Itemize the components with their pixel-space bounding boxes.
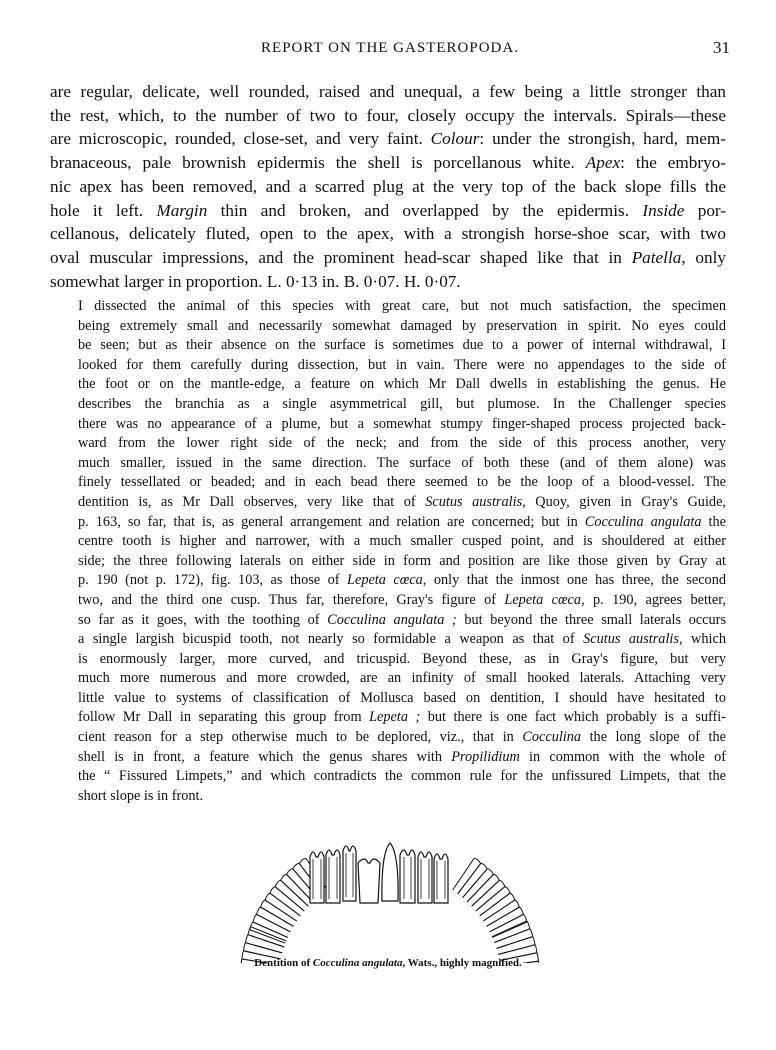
- text-line: centre tooth is higher and narrower, with a much smaller cusped point, and is shouldered at either: [78, 533, 726, 550]
- central-teeth: [310, 843, 448, 903]
- lateral-tooth: [270, 887, 304, 916]
- anatomy-paragraph: [50, 297, 726, 806]
- text-line: dentition is, as Mr Dall observes, very like that of Scutus australis, Quoy, given in Gray's Guide,: [78, 493, 726, 510]
- text-line: ward from the lower right side of the neck; and from the side of this process another, very: [78, 435, 726, 452]
- text-line: p. 163, so far, that is, as general arrangement and relation are concerned; but in Cocculina angulata the: [78, 513, 726, 530]
- text-line: branaceous, pale brownish epidermis the shell is porcellanous white. Apex: the embryo-: [50, 153, 727, 173]
- lateral-tooth: [480, 893, 515, 921]
- text-line: cellanous, delicately fluted, open to the apex, with a strongish horse-shoe scar, with two: [50, 224, 726, 244]
- text-line: shell is in front, a feature which the genus shares with Propilidium in common with the whole of: [78, 748, 726, 765]
- lateral-tooth: [490, 914, 527, 937]
- text-line: being extremely small and necessarily somewhat damaged by preservation in spirit. No eyes could: [78, 317, 726, 334]
- text-line: oval muscular impressions, and the prominent head-scar shaped like that in Patella, only: [50, 247, 726, 267]
- figure-caption: Dentition of Cocculina angulata, Wats., highly magnified.: [254, 957, 522, 969]
- text-line: is enormously larger, more curved, and tricuspid. Beyond these, as in Gray's figure, but very: [78, 650, 726, 667]
- lateral-tooth: [463, 869, 494, 902]
- text-line: cient reason for a step otherwise much to be deplored, viz., that in Cocculina the long slope of the: [78, 729, 726, 746]
- text-line: describes the branchia as a single asymmetrical gill, but plumose. In the Challenger species: [78, 395, 726, 412]
- lateral-tooth: [253, 914, 290, 937]
- text-line: much smaller, issued in the same direction. The surface of both these (and of them alone) was: [78, 454, 726, 471]
- lateral-tooth: [275, 880, 308, 911]
- text-line: so far as it goes, with the toothing of Cocculina angulata ; but beyond the three small laterals occurs: [78, 611, 727, 628]
- lateral-tooth: [453, 859, 481, 894]
- text-line: I dissected the animal of this species with great care, but not much satisfaction, the specimen: [78, 298, 726, 314]
- text-line: there was no appearance of a plume, but a somewhat stumpy finger-shaped process projected back-: [78, 415, 726, 432]
- text-line: are microscopic, rounded, close-set, and very faint. Colour: under the strongish, hard, mem-: [50, 129, 726, 149]
- dentition-figure: [240, 833, 540, 963]
- lateral-tooth: [257, 907, 294, 932]
- text-line: side; the three following laterals on either side in form and position are like those given by Gray at: [78, 552, 726, 569]
- running-title: REPORT ON THE GASTEROPODA.: [261, 40, 519, 56]
- lateral-tooth: [281, 874, 313, 906]
- text-line: the foot or on the mantle-edge, a feature on which Mr Dall dwells in establishing the genus. He: [78, 376, 726, 393]
- text-line: nic apex has been removed, and a scarred plug at the very top of the back slope fills the: [50, 176, 726, 196]
- lateral-tooth: [458, 863, 488, 897]
- description-paragraph: [50, 80, 726, 293]
- lateral-tooth: [494, 929, 532, 949]
- text-line: two, and the third one cusp. Thus far, therefore, Gray's figure of Lepeta cœca, p. 190, agrees better,: [78, 591, 726, 608]
- lateral-tooth: [250, 922, 288, 943]
- page-header: [50, 40, 730, 62]
- text-line: the rest, which, to the number of two to four, closely occupy the intervals. Spirals—these: [50, 105, 726, 125]
- text-line: are regular, delicate, well rounded, raised and unequal, a few being a little stronger than: [50, 82, 726, 101]
- text-line: somewhat larger in proportion. L. 0·13 in. B. 0·07. H. 0·07.: [50, 271, 461, 291]
- lateral-tooth: [476, 887, 510, 916]
- lateral-tooth: [467, 874, 499, 906]
- text-line: much more numerous and more crowded, are an infinity of small hooked laterals. Attaching very: [78, 670, 726, 687]
- text-line: be seen; but as their absence on the surface is sometimes due to a power of internal withdrawal, I: [78, 337, 726, 354]
- text-line: finely tessellated or beaded; and in each bead there seemed to be the loop of a blood-vessel. The: [78, 474, 726, 491]
- lateral-tooth: [261, 900, 297, 926]
- text-line: a single largish bicuspid tooth, not nearly so formidable a weapon as that of Scutus australis, which: [78, 631, 726, 648]
- page-number: 31: [713, 38, 730, 57]
- text-line: short slope is in front.: [78, 787, 204, 804]
- text-line: little value to systems of classification of Mollusca based on dentition, I should have hesitated to: [78, 689, 726, 706]
- lateral-tooth: [472, 880, 505, 911]
- text-line: the “ Fissured Limpets,” and which contradicts the common rule for the unfissured Limpets, that the: [78, 768, 726, 785]
- text-line: looked for them carefully during dissection, but in vain. There were no appendages to the side of: [78, 356, 726, 373]
- lateral-tooth: [265, 893, 300, 921]
- lateral-tooth: [483, 900, 519, 926]
- text-line: hole it left. Margin thin and broken, and overlapped by the epidermis. Inside por-: [50, 200, 727, 220]
- text-line: follow Mr Dall in separating this group from Lepeta ; but there is one fact which probably is a suffi-: [78, 709, 726, 726]
- text-line: p. 190 (not p. 172), fig. 103, as those of Lepeta cœca, only that the inmost one has three, the second: [78, 572, 726, 589]
- lateral-tooth: [487, 907, 524, 932]
